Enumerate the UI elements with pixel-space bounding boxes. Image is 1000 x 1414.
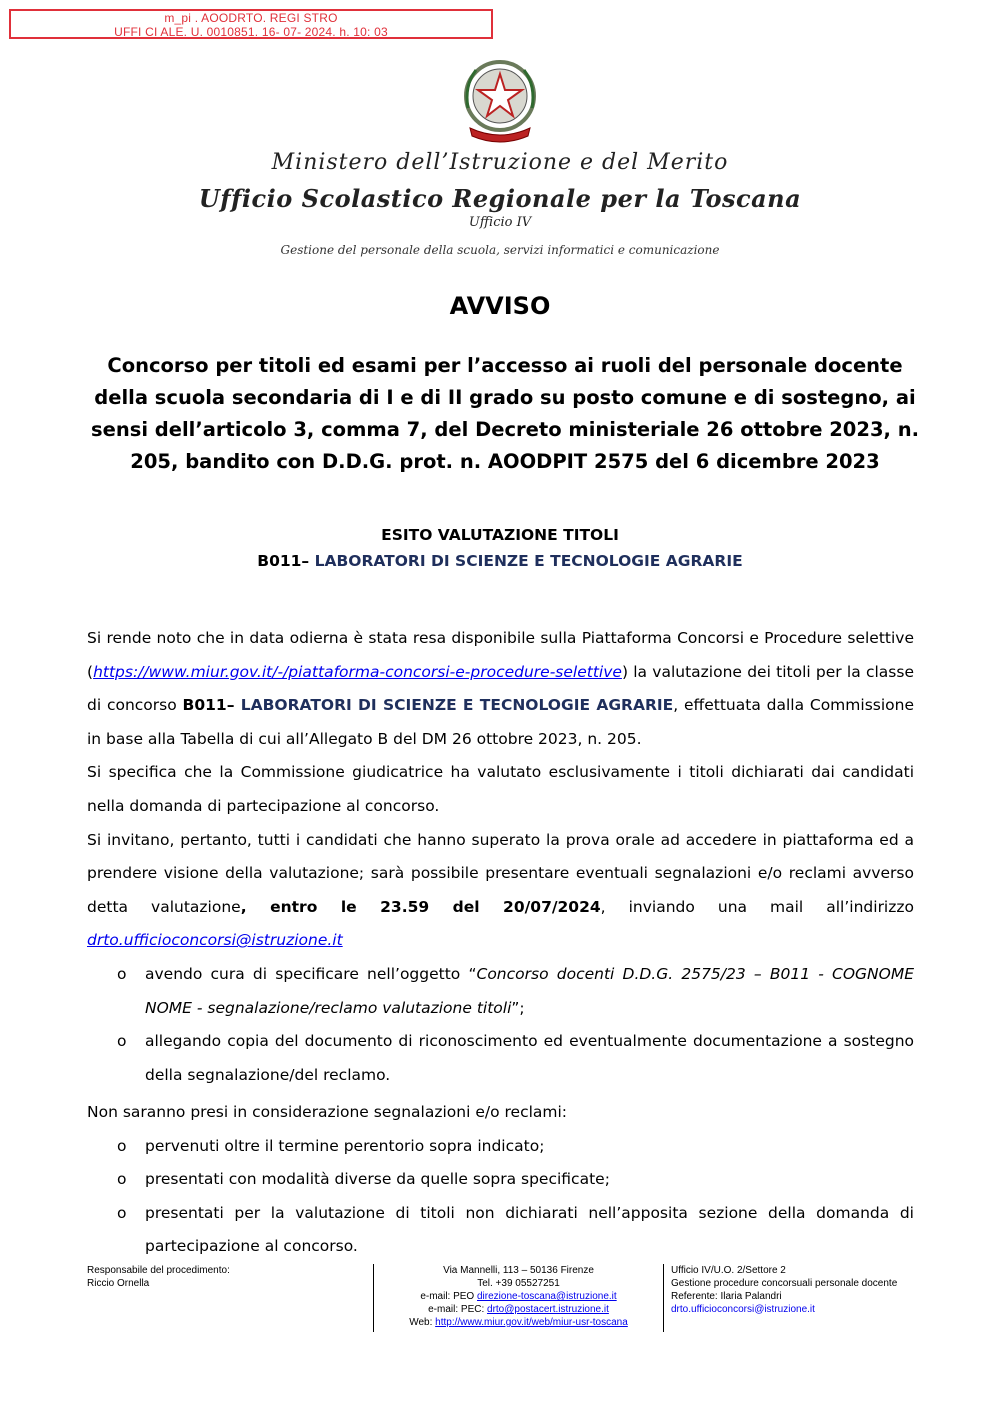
peo-email-link[interactable]: direzione-toscana@istruzione.it: [477, 1291, 617, 1302]
footer-responsible: [87, 1264, 373, 1290]
pec-label: e-mail: PEC:: [428, 1304, 488, 1315]
pec-email-link[interactable]: drto@postacert.istruzione.it: [487, 1304, 609, 1315]
regional-office-name: Ufficio Scolastico Regionale per la Toscana: [198, 184, 802, 213]
peo-label: e-mail: PEO: [420, 1291, 477, 1302]
unit-name: Ufficio IV: [468, 215, 532, 230]
web-label: Web:: [409, 1317, 436, 1328]
office-description: Gestione procedure concorsuali personale docente: [671, 1278, 898, 1289]
esito-title: ESITO VALUTAZIONE TITOLI: [381, 526, 619, 544]
list-item-text: [145, 958, 914, 1025]
page-footer: [87, 1264, 917, 1336]
deadline-text: , entro le 23.59 del 20/07/2024: [240, 897, 601, 916]
protocol-stamp-line2: UFFI CI ALE. U. 0010851. 16- 07- 2024. h. 10: 03: [114, 25, 388, 39]
footer-office: [671, 1264, 931, 1316]
notice-subject: Concorso per titoli ed esami per l’accesso ai ruoli del personale docente della scuola secondaria di I e di II grado su posto comune e di sostegno, ai sensi dell’articolo 3, comma 7, del Decreto ministeriale 26 ottobre 2023, n. 205, bandito con D.D.G. prot. n. AOODPIT 2575 del 6 dicembre 2023: [91, 354, 919, 473]
paragraph-availability: [87, 622, 914, 756]
paragraph-text: , effettuata dalla Commissione in base alla Tabella di cui all’Allegato B del DM 26 ottobre 2023, n. 205.: [87, 696, 914, 748]
office-address: Via Mannelli, 113 – 50136 Firenze: [443, 1265, 594, 1276]
esito-class-code: B011–: [257, 552, 315, 570]
bullet-marker: o: [117, 1032, 127, 1051]
page-title: AVVISO: [449, 292, 551, 320]
bullet-marker: o: [117, 1136, 127, 1155]
bullet-marker: o: [117, 1170, 127, 1189]
bullet-marker: o: [117, 964, 127, 983]
esito-heading: [0, 522, 1000, 574]
paragraph-text: , inviando una mail all’indirizzo: [600, 897, 914, 916]
office-email[interactable]: drto.ufficioconcorsi@istruzione.it: [671, 1304, 815, 1315]
paragraph-evaluation: Si specifica che la Commissione giudicatrice ha valutato esclusivamente i titoli dichiarati dai candidati nella domanda di partecipazione al concorso.: [87, 763, 914, 815]
list-item: [117, 1163, 914, 1197]
paragraph-text: ) la valutazione dei titoli per la classe di concorso: [87, 662, 914, 715]
class-code: B011–: [182, 696, 241, 715]
pec-line: [374, 1303, 663, 1316]
list-item-text: presentati con modalità diverse da quelle sopra specificate;: [145, 1170, 610, 1189]
paragraph-text: avendo cura di specificare nell’oggetto “: [145, 964, 477, 983]
list-item: [117, 1130, 914, 1164]
responsible-label: Responsabile del procedimento:: [87, 1265, 230, 1276]
italian-republic-emblem-icon: [458, 56, 542, 146]
web-line: [374, 1316, 663, 1329]
peo-line: [374, 1290, 663, 1303]
email-subject-format: Concorso docenti D.D.G. 2575/23 – B011 - COGNOME NOME - segnalazione/reclamo valutazione titoli: [145, 964, 914, 1017]
exclusions-section: [87, 1096, 914, 1264]
notice-body: [87, 622, 914, 1092]
protocol-stamp-line1: m_pi . AOODRTO. REGI STRO: [164, 11, 338, 25]
unit-area: Gestione del personale della scuola, servizi informatici e comunicazione: [280, 243, 720, 257]
office-phone: Tel. +39 05527251: [477, 1278, 560, 1289]
list-item-text: pervenuti oltre il termine perentorio sopra indicato;: [145, 1136, 545, 1155]
class-name: LABORATORI DI SCIENZE E TECNOLOGIE AGRARIE: [240, 696, 674, 715]
esito-class: [0, 548, 1000, 574]
list-item: [117, 958, 914, 1025]
list-item-text: presentati per la valutazione di titoli non dichiarati nell’apposita sezione della domanda di partecipazione al concorso.: [145, 1203, 914, 1256]
platform-link[interactable]: https://www.miur.gov.it/-/piattaforma-concorsi-e-procedure-selettive: [93, 662, 622, 681]
responsible-name: Riccio Ornella: [87, 1278, 150, 1289]
paragraph-invitation: [87, 824, 914, 958]
concorsi-email-link[interactable]: drto.ufficioconcorsi@istruzione.it: [87, 931, 343, 950]
protocol-stamp: [9, 9, 493, 39]
website-link[interactable]: http://www.miur.gov.it/web/miur-usr-toscana: [435, 1317, 628, 1328]
paragraph-exclusions: Non saranno presi in considerazione segnalazioni e/o reclami:: [87, 1103, 568, 1121]
footer-contacts: [373, 1264, 664, 1332]
bullet-marker: o: [117, 1203, 127, 1222]
paragraph-text: ”;: [511, 998, 525, 1017]
list-item-text: allegando copia del documento di riconoscimento ed eventualmente documentazione a sostegno della segnalazione/del reclamo.: [145, 1032, 914, 1084]
ministry-name: Ministero dell’Istruzione e del Merito: [271, 150, 729, 175]
paragraph-text: Si invitano, pertanto, tutti i candidati che hanno superato la prova orale ad accedere in piattaforma ed a prendere visione della valutazione; sarà possibile presentare eventuali segnalazioni e/o reclami avverso detta valutazione: [87, 830, 914, 916]
esito-class-name: LABORATORI DI SCIENZE E TECNOLOGIE AGRARIE: [314, 552, 743, 570]
list-item: [117, 1197, 914, 1264]
list-item: [117, 1025, 914, 1092]
office-referent: Referente: Ilaria Palandri: [671, 1291, 782, 1302]
paragraph-text: Si rende noto che in data odierna è stata resa disponibile sulla Piattaforma Concorsi e Procedure selettive (: [87, 629, 914, 681]
office-unit: Ufficio IV/U.O. 2/Settore 2: [671, 1265, 786, 1276]
